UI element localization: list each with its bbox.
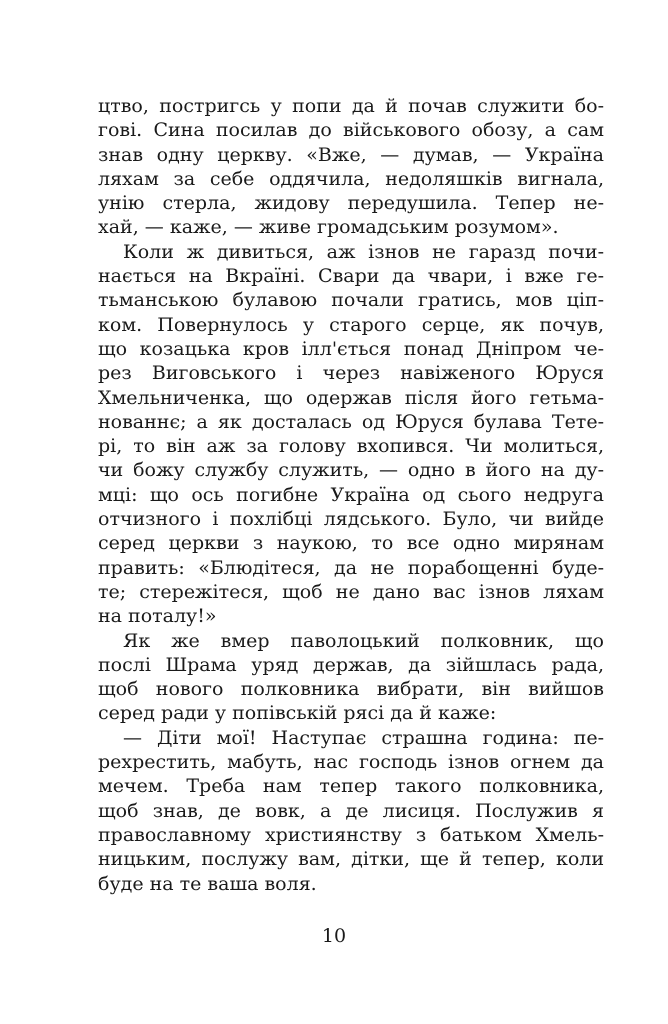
text-line: унію стерла, жидову передушила. Тепер не- bbox=[98, 192, 604, 215]
text-line: знав одну церкву. «Вже, — думав, — Україна bbox=[98, 143, 604, 166]
text-line: нованнє; а як досталась од Юруся булава Тете- bbox=[98, 410, 604, 433]
text-line: хай, — каже, — живе громадським розумом». bbox=[98, 216, 559, 239]
text-line: рехрестить, мабуть, нас господь ізнов огнем да bbox=[98, 751, 604, 774]
text-line: мечем. Треба нам тепер такого полковника, bbox=[98, 775, 604, 798]
text-line: буде на те ваша воля. bbox=[98, 872, 317, 895]
text-line: Коли ж дивиться, аж ізнов не гаразд почи- bbox=[123, 240, 604, 263]
text-line: мці: що ось погибне Україна од сього недруга bbox=[98, 483, 604, 506]
text-line: щоб нового полковника вибрати, він вийшов bbox=[98, 678, 604, 701]
text-line: отчизного і похлібці лядського. Було, чи вийде bbox=[98, 508, 604, 531]
text-line: Хмельниченка, що одержав після його гетьма- bbox=[98, 386, 604, 409]
text-line: те; стережітеся, щоб не дано вас ізнов ляхам bbox=[98, 580, 604, 603]
text-line: православному християнству з батьком Хмель- bbox=[98, 823, 604, 846]
text-line: серед ради у попівській рясі да й каже: bbox=[98, 702, 497, 725]
text-line: серед церкви з наукою, то все одно мирянам bbox=[98, 532, 604, 555]
text-line: — Діти мої! Наступає страшна година: пе- bbox=[123, 726, 604, 749]
text-line: ницьким, послужу вам, дітки, ще й тепер, коли bbox=[98, 848, 604, 871]
text-line: Як же вмер паволоцький полковник, що bbox=[123, 629, 604, 652]
text-line: ком. Повернулось у старого серце, як почув, bbox=[98, 313, 604, 336]
text-line: послі Шрама уряд держав, да зійшлась рада, bbox=[98, 653, 604, 676]
text-line: нається на Вкраїні. Свари да чвари, і вже ге- bbox=[98, 265, 604, 288]
text-line: тьманською булавою почали гратись, мов ціп- bbox=[98, 289, 604, 312]
text-line: цтво, постригсь у попи да й почав служити бо- bbox=[98, 95, 604, 117]
text-line: що козацька кров ілл'ється понад Дніпром че- bbox=[98, 337, 604, 360]
text-line: ляхам за себе оддячила, недоляшків вигнала, bbox=[98, 167, 604, 190]
text-line: щоб знав, де вовк, а де лисиця. Послужив я bbox=[98, 799, 604, 822]
page-text bbox=[98, 94, 604, 896]
text-line: править: «Блюдітеся, да не порабощенні буде- bbox=[98, 556, 604, 579]
text-line: гові. Сина посилав до військового обозу, а сам bbox=[98, 119, 604, 142]
text-line: рез Виговського і через навіженого Юруся bbox=[98, 362, 604, 385]
text-line: рі, то він аж за голову вхопився. Чи молиться, bbox=[98, 435, 604, 458]
page-number: 10 bbox=[321, 925, 347, 947]
text-line: чи божу службу служить, — одно в його на ду- bbox=[98, 459, 604, 482]
text-line: на поталу!» bbox=[98, 605, 217, 628]
